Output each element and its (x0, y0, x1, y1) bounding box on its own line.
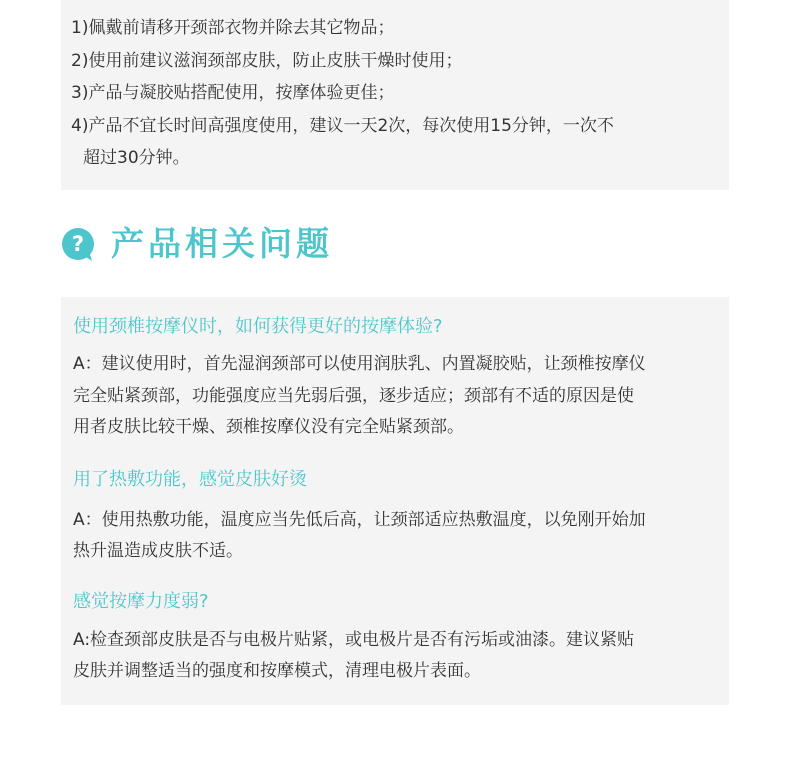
note-item: 3)产品与凝胶贴搭配使用，按摩体验更佳； (71, 83, 395, 103)
usage-notes-box (61, 0, 729, 190)
faq-answer-line: 完全贴紧颈部，功能强度应当先弱后强，逐步适应；颈部有不适的原因是使 (73, 386, 634, 406)
note-item: 4)产品不宜长时间高强度使用，建议一天2次，每次使用15分钟，一次不 (71, 116, 614, 136)
faq-question: 使用颈椎按摩仪时，如何获得更好的按摩体验? (73, 316, 443, 337)
faq-answer-line: A:检查颈部皮肤是否与电极片贴紧，或电极片是否有污垢或油漆。建议紧贴 (73, 630, 635, 650)
faq-question: 用了热敷功能，感觉皮肤好烫 (73, 469, 307, 490)
faq-box (61, 297, 729, 705)
faq-answer-line: 皮肤并调整适当的强度和按摩模式，清理电极片表面。 (73, 661, 481, 681)
question-bubble-icon (61, 227, 95, 261)
faq-answer-line: 热升温造成皮肤不适。 (73, 541, 243, 561)
note-item: 1)佩戴前请移开颈部衣物并除去其它物品； (71, 18, 395, 38)
svg-text:?: ? (71, 232, 85, 256)
section-heading (61, 224, 333, 264)
section-title: 产品相关问题 (111, 224, 333, 263)
faq-answer-line: A：建议使用时，首先湿润颈部可以使用润肤乳、内置凝胶贴，让颈椎按摩仪 (73, 354, 646, 374)
faq-answer-line: 用者皮肤比较干燥、颈椎按摩仪没有完全贴紧颈部。 (73, 417, 464, 437)
note-item-continuation: 超过30分钟。 (83, 148, 190, 168)
faq-question: 感觉按摩力度弱? (73, 591, 209, 612)
faq-answer-line: A：使用热敷功能，温度应当先低后高，让颈部适应热敷温度，以免刚开始加 (73, 510, 646, 530)
note-item: 2)使用前建议滋润颈部皮肤，防止皮肤干燥时使用； (71, 51, 463, 71)
